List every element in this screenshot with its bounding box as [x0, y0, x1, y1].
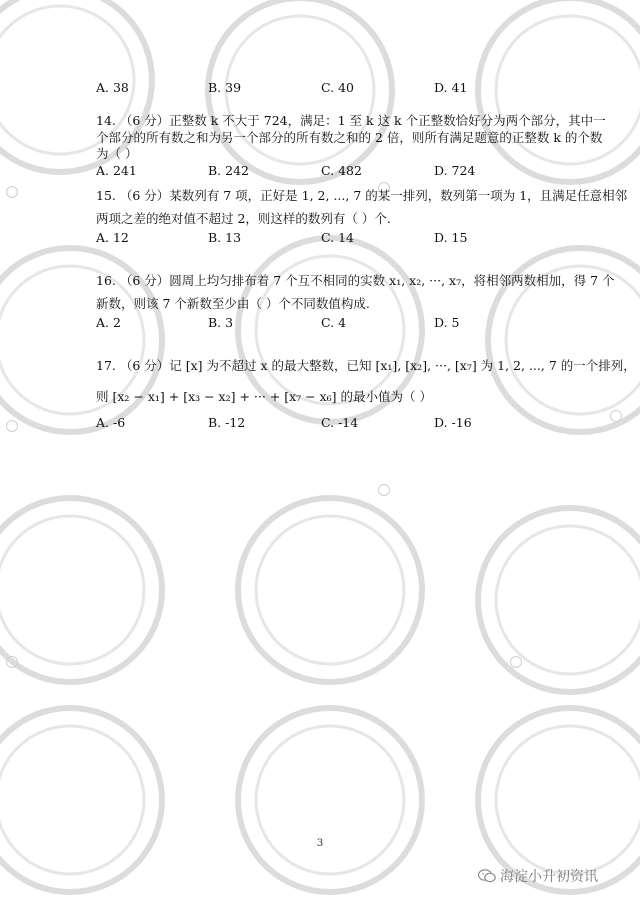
watermark-dot	[6, 420, 18, 432]
option-b: B. 242	[208, 163, 249, 178]
watermark-logo	[230, 490, 430, 690]
q14-text-line-1: 14. （6 分）正整数 k 不大于 724，满足：1 至 k 这 k 个正整数恰好分为两个部分，其中一	[96, 113, 606, 128]
option-d: D. 5	[434, 315, 460, 330]
watermark-logo	[0, 240, 170, 440]
q14-text-line-2: 个部分的所有数之和为另一个部分的所有数之和的 2 倍，则所有满足题意的正整数 k 的个数	[96, 130, 603, 145]
watermark-dot	[510, 656, 522, 668]
option-a: A. -6	[96, 415, 126, 430]
q17-options	[96, 415, 556, 431]
watermark-logo	[230, 700, 430, 900]
option-c: C. 40	[321, 80, 354, 95]
option-c: C. -14	[321, 415, 359, 430]
watermark-logo	[0, 700, 170, 900]
q14-text-line-3: 为（ ）	[96, 146, 138, 161]
option-a: A. 2	[96, 315, 121, 330]
option-b: B. -12	[208, 415, 246, 430]
option-a: A. 12	[96, 230, 129, 245]
option-c: C. 482	[321, 163, 362, 178]
watermark-dot	[6, 186, 18, 198]
q16-text-line-1: 16. （6 分）圆周上均匀排布着 7 个互不相同的实数 x₁, x₂, ···, x₇，将相邻两数相加，得 7 个	[96, 273, 615, 288]
option-a: A. 38	[96, 80, 129, 95]
q15-options	[96, 230, 556, 246]
footer-brand	[478, 866, 598, 886]
option-b: B. 3	[208, 315, 234, 330]
footer-brand-text: 海淀小升初资讯	[500, 869, 598, 885]
option-c: C. 14	[321, 230, 354, 245]
q16-text-line-2: 新数，则该 7 个新数至少由（ ）个不同数值构成.	[96, 296, 370, 311]
wechat-icon	[478, 869, 496, 883]
option-d: D. -16	[434, 415, 472, 430]
q15-text-line-1: 15. （6 分）某数列有 7 项，正好是 1, 2, ..., 7 的某一排列，数列第一项为 1，且满足任意相邻	[96, 188, 628, 203]
option-d: D. 15	[434, 230, 468, 245]
option-b: B. 13	[208, 230, 242, 245]
watermark-dot	[610, 410, 622, 422]
option-b: B. 39	[208, 80, 242, 95]
option-d: D. 724	[434, 163, 476, 178]
q15-text-line-2: 两项之差的绝对值不超过 2，则这样的数列有（ ）个.	[96, 211, 391, 226]
option-c: C. 4	[321, 315, 347, 330]
q16-options	[96, 315, 556, 331]
q14-options	[96, 163, 556, 179]
q17-text-line-1: 17. （6 分）记 [x] 为不超过 x 的最大整数，已知 [x₁], [x₂], ···, [x₇] 为 1, 2, ..., 7 的一个排列，	[96, 358, 636, 373]
option-a: A. 241	[96, 163, 137, 178]
page-number: 3	[316, 838, 324, 849]
watermark-dot	[378, 484, 390, 496]
option-d: D. 41	[434, 80, 468, 95]
watermark-logo	[0, 490, 170, 690]
q17-text-line-2: 则 [x₂ − x₁] + [x₃ − x₂] + ··· + [x₇ − x₆] 的最小值为（ ）	[96, 389, 432, 404]
watermark-logo	[470, 500, 640, 700]
q13-options	[96, 80, 556, 96]
watermark-dot	[6, 656, 18, 668]
